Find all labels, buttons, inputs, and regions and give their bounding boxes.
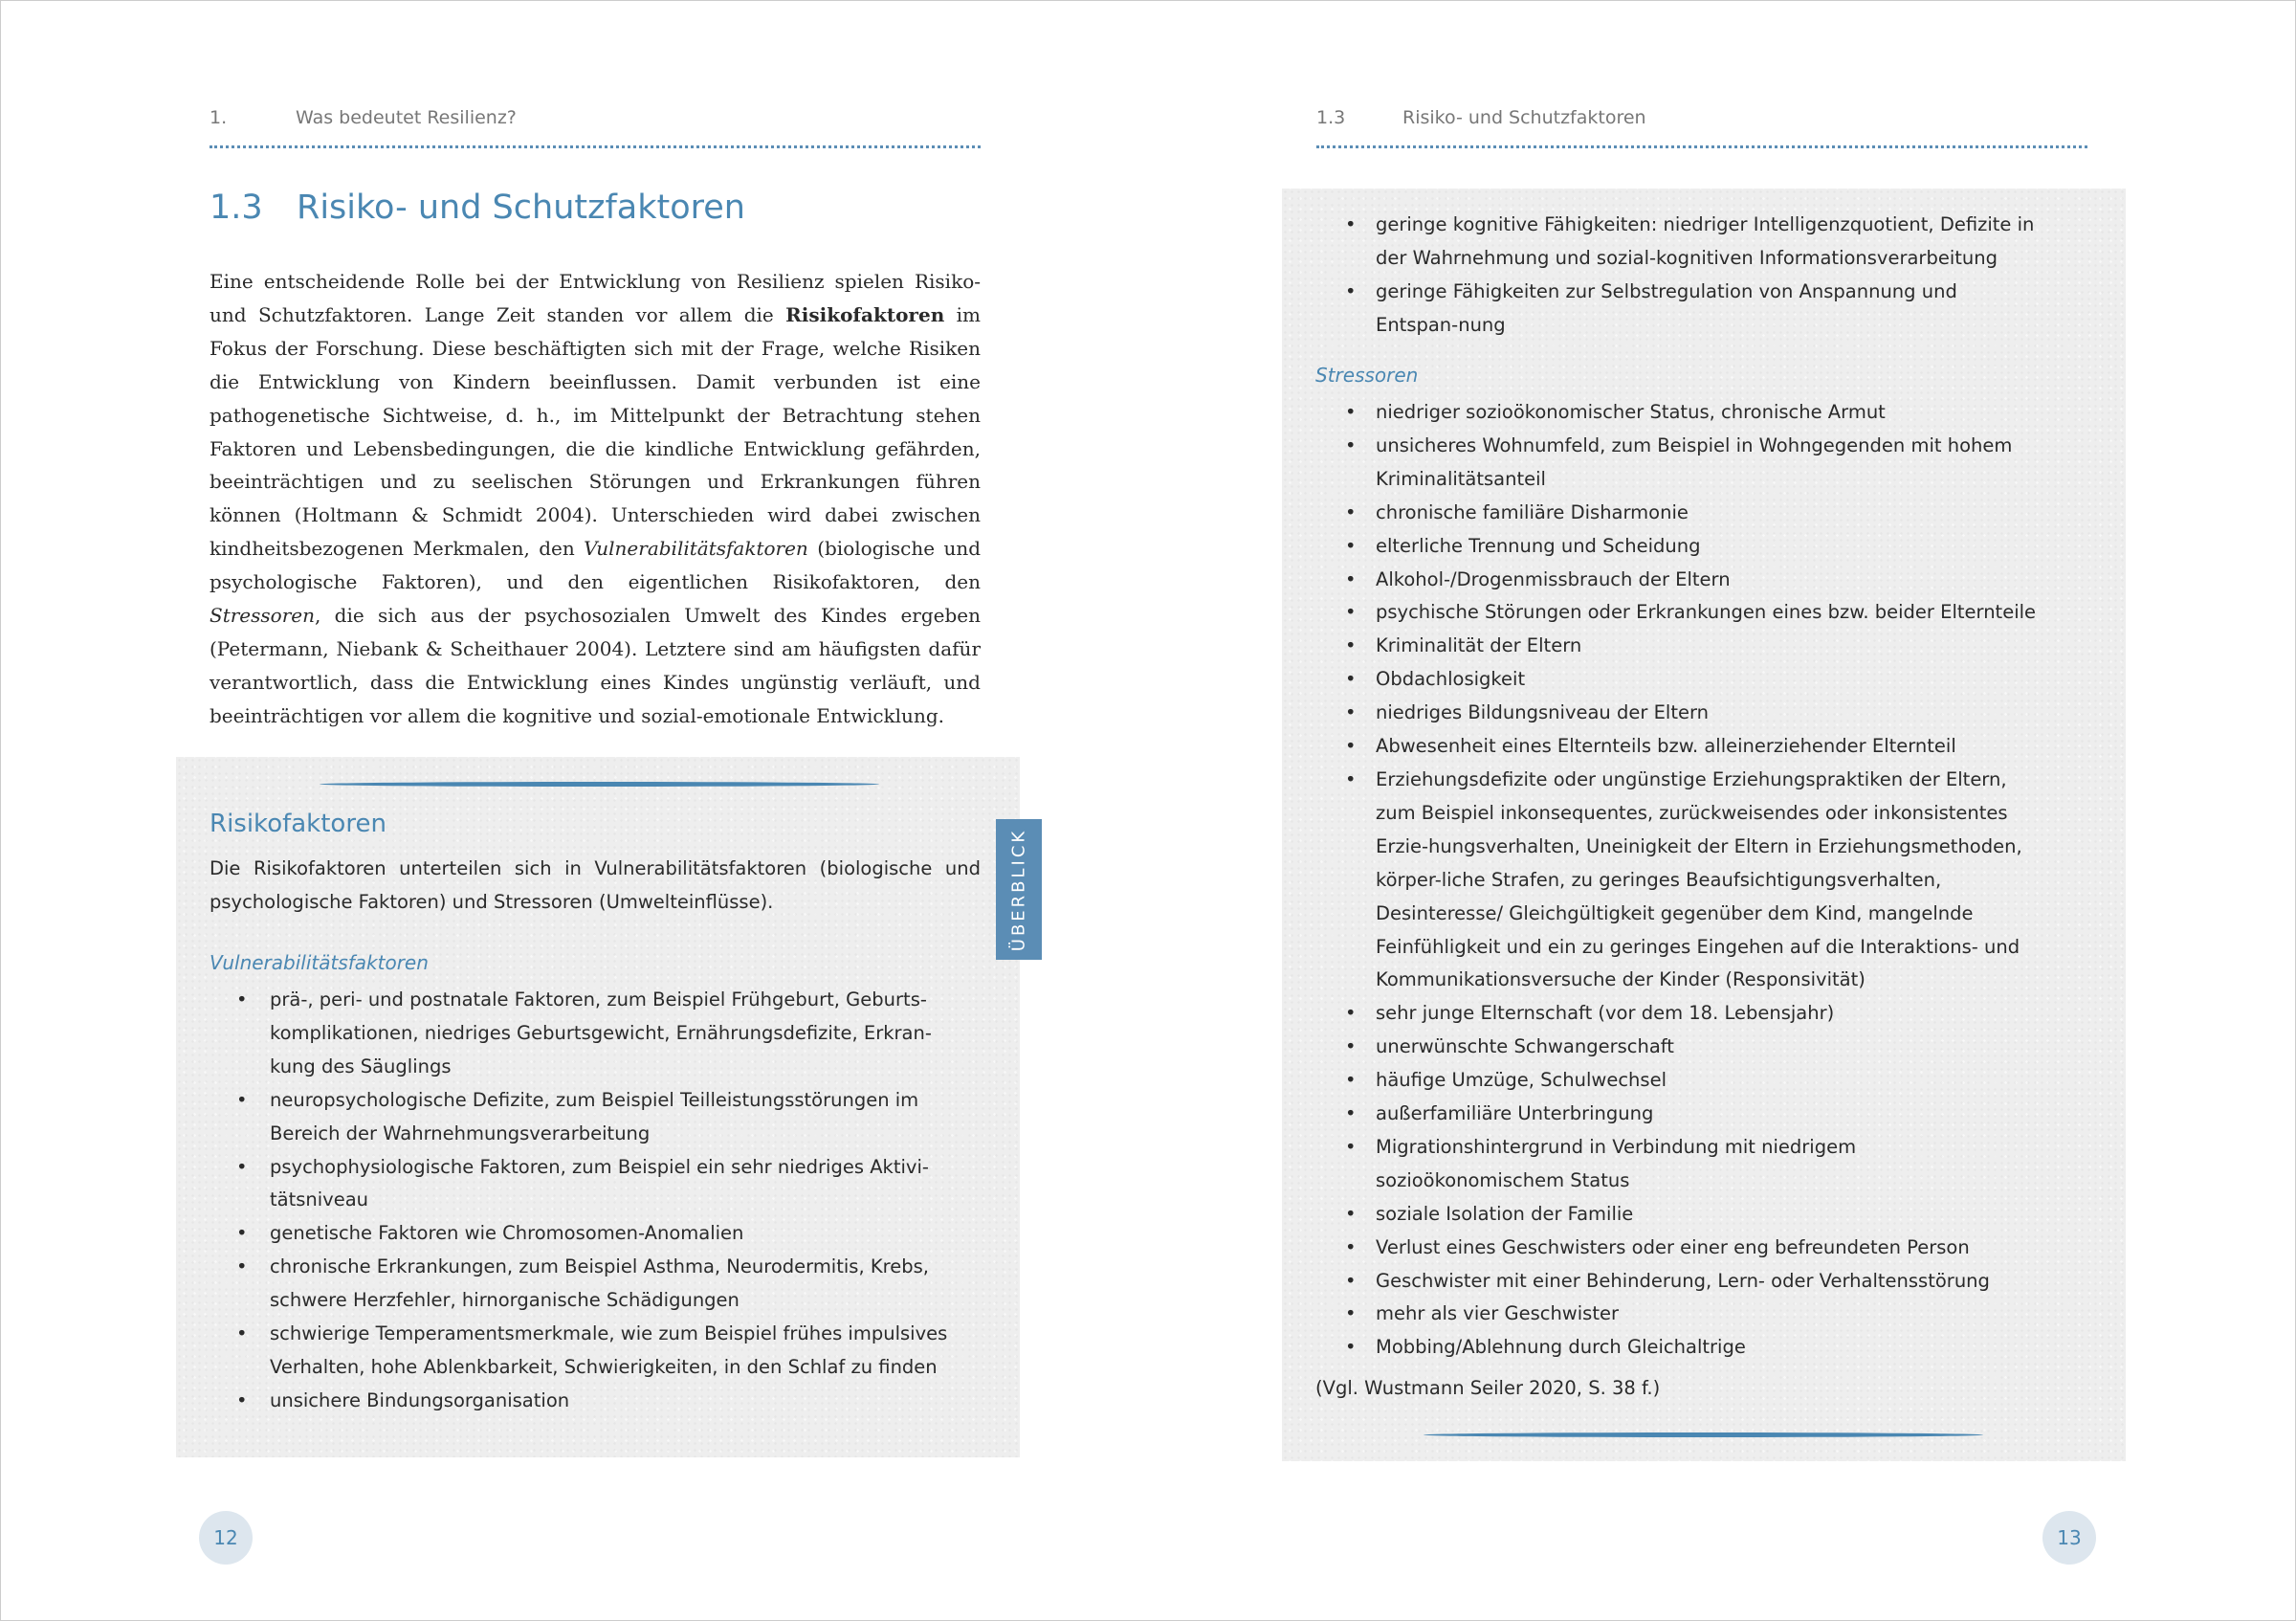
body-bold-term: Risikofaktoren (785, 302, 945, 326)
subhead-vulnerability: Vulnerabilitätsfaktoren (210, 951, 429, 974)
list-item: • chronische familiäre Disharmonie (1282, 497, 2038, 530)
brush-stroke-divider (320, 782, 879, 787)
list-item: • Migrationshintergrund in Verbindung mit niedrigem sozioökonomischem Status (1282, 1131, 2038, 1198)
list-item: • Kriminalität der Eltern (1282, 630, 2038, 663)
running-head-title: Was bedeutet Resilienz? (296, 107, 517, 128)
list-item: • geringe kognitive Fähigkeiten: niedriger Intelligenzquotient, Defizite in der Wahrnehmung und sozial-kognitiven Informationsverarbeitung (1282, 209, 2038, 276)
vulnerability-list (210, 984, 965, 1418)
list-item: • elterliche Trennung und Scheidung (1282, 530, 2038, 564)
section-number: 1.3 (210, 189, 263, 227)
list-item: • unsicheres Wohnumfeld, zum Beispiel in Wohngegenden mit hohem Kriminalitätsanteil (1282, 430, 2038, 497)
page-number-left: 12 (199, 1511, 253, 1565)
overview-box-right (1282, 189, 2126, 1461)
list-item: • sehr junge Elternschaft (vor dem 18. Lebensjahr) (1282, 997, 2038, 1031)
list-item: • niedriges Bildungsniveau der Eltern (1282, 697, 2038, 730)
vulnerability-list-continued (1282, 209, 2038, 343)
list-item: • Mobbing/Ablehnung durch Gleichaltrige (1282, 1331, 2038, 1365)
right-page (1148, 0, 2296, 1621)
body-text-part: Eine entscheidende Rolle bei der Entwicklung von Resilienz spielen Risiko- und Schutzfaktoren. Lange Zeit standen vor allem die (210, 270, 981, 326)
list-item: • chronische Erkrankungen, zum Beispiel Asthma, Neurodermitis, Krebs, schwere Herzfehler, hirnorganische Schädigungen (210, 1251, 965, 1318)
list-item: • Obdachlosigkeit (1282, 663, 2038, 697)
running-head-title: Risiko- und Schutzfaktoren (1402, 107, 1646, 128)
list-item: • häufige Umzüge, Schulwechsel (1282, 1064, 2038, 1098)
box-title: Risikofaktoren (210, 810, 386, 838)
list-item: • genetische Faktoren wie Chromosomen-Anomalien (210, 1217, 965, 1251)
list-item: • Verlust eines Geschwisters oder einer eng befreundeten Person (1282, 1232, 2038, 1265)
list-item: • unsichere Bindungsorganisation (210, 1385, 965, 1418)
box-intro: Die Risikofaktoren unterteilen sich in Vulnerabilitätsfaktoren (biologische und psychologische Faktoren) und Stressoren (Umwelteinflüsse). (210, 857, 981, 913)
list-item: • mehr als vier Geschwister (1282, 1298, 2038, 1331)
list-item: • psychophysiologische Faktoren, zum Beispiel ein sehr niedriges Aktivi-tätsniveau (210, 1151, 965, 1218)
overview-tab-label: ÜBERBLICK (1008, 828, 1029, 951)
stressors-list (1282, 396, 2038, 1365)
list-item: • außerfamiliäre Unterbringung (1282, 1098, 2038, 1131)
list-item: • geringe Fähigkeiten zur Selbstregulation von Anspannung und Entspan-nung (1282, 276, 2038, 343)
list-item: • schwierige Temperamentsmerkmale, wie zum Beispiel frühes impulsives Verhalten, hohe Ablenkbarkeit, Schwierigkeiten, in den Schlaf zu finden (210, 1318, 965, 1385)
list-item: • niedriger sozioökonomischer Status, chronische Armut (1282, 396, 2038, 430)
list-item: • Geschwister mit einer Behinderung, Lern- oder Verhaltensstörung (1282, 1265, 2038, 1299)
list-item: • unerwünschte Schwangerschaft (1282, 1031, 2038, 1064)
overview-box-left (176, 757, 1020, 1457)
body-italic-term: Stressoren (210, 604, 315, 628)
running-head-number: 1.3 (1316, 107, 1346, 128)
body-text-part: (biologische und psychologische Faktoren), und den eigentlichen Risikofaktoren, den (210, 537, 982, 594)
list-item: • Alkohol-/Drogenmissbrauch der Eltern (1282, 564, 2038, 597)
section-title-text: Risiko- und Schutzfaktoren (297, 189, 745, 227)
running-head-number: 1. (210, 107, 228, 128)
list-item: • soziale Isolation der Familie (1282, 1198, 2038, 1232)
body-paragraph (210, 265, 981, 733)
list-item: • neuropsychologische Defizite, zum Beispiel Teilleistungsstörungen im Bereich der Wahrnehmungsverarbeitung (210, 1084, 965, 1151)
body-italic-term: Vulnerabilitätsfaktoren (584, 537, 808, 561)
list-item: • Abwesenheit eines Elternteils bzw. alleinerziehender Elternteil (1282, 730, 2038, 764)
body-text-part: , die sich aus der psychosozialen Umwelt des Kindes ergeben (Petermann, Niebank & Scheithauer 2004). Letztere sind am häufigsten dafür verantwortlich, dass die Entwicklung eines Kindes ungünstig verläuft, und beeinträchtigen vor allem die kognitive und sozial-emotionale Entwicklung. (210, 604, 981, 727)
page-number-right: 13 (2042, 1511, 2096, 1565)
subhead-stressors: Stressoren (1315, 364, 1419, 387)
brush-stroke-divider (1424, 1432, 1983, 1437)
section-title (210, 189, 975, 227)
running-head-left (210, 107, 981, 148)
running-head-right (1316, 107, 2087, 148)
list-item: • prä-, peri- und postnatale Faktoren, zum Beispiel Frühgeburt, Geburts-komplikationen, niedriges Geburtsgewicht, Ernährungsdefizite, Erkran-kung des Säuglings (210, 984, 965, 1084)
citation: (Vgl. Wustmann Seiler 2020, S. 38 f.) (1315, 1377, 1661, 1399)
list-item: • psychische Störungen oder Erkrankungen eines bzw. beider Elternteile (1282, 596, 2038, 630)
body-text-part: im Fokus der Forschung. Diese beschäftigten sich mit der Frage, welche Risiken die Entwicklung von Kindern beeinflussen. Damit verbunden ist eine pathogenetische Sichtweise, d. h., im Mittelpunkt der Betrachtung stehen Faktoren und Lebensbedingungen, die die kindliche Entwicklung gefährden, beeinträchtigen und zu seelischen Störungen und Erkrankungen führen können (Holtmann & Schmidt 2004). Unterschieden wird dabei zwischen kindheitsbezogenen Merkmalen, den (210, 302, 981, 561)
overview-tab (996, 819, 1042, 960)
list-item: • Erziehungsdefizite oder ungünstige Erziehungspraktiken der Eltern, zum Beispiel inkonsequentes, zurückweisendes oder inkonsistentes Erzie-hungsverhalten, Uneinigkeit der Eltern in Erziehungsmethoden, körper-liche Strafen, zu geringes Beaufsichtigungsverhalten, Desinteresse/ Gleichgültigkeit gegenüber dem Kind, mangelnde Feinfühligkeit und ein zu geringes Eingehen auf die Interaktions- und Kommunikationsversuche der Kinder (Responsivität) (1282, 764, 2038, 997)
